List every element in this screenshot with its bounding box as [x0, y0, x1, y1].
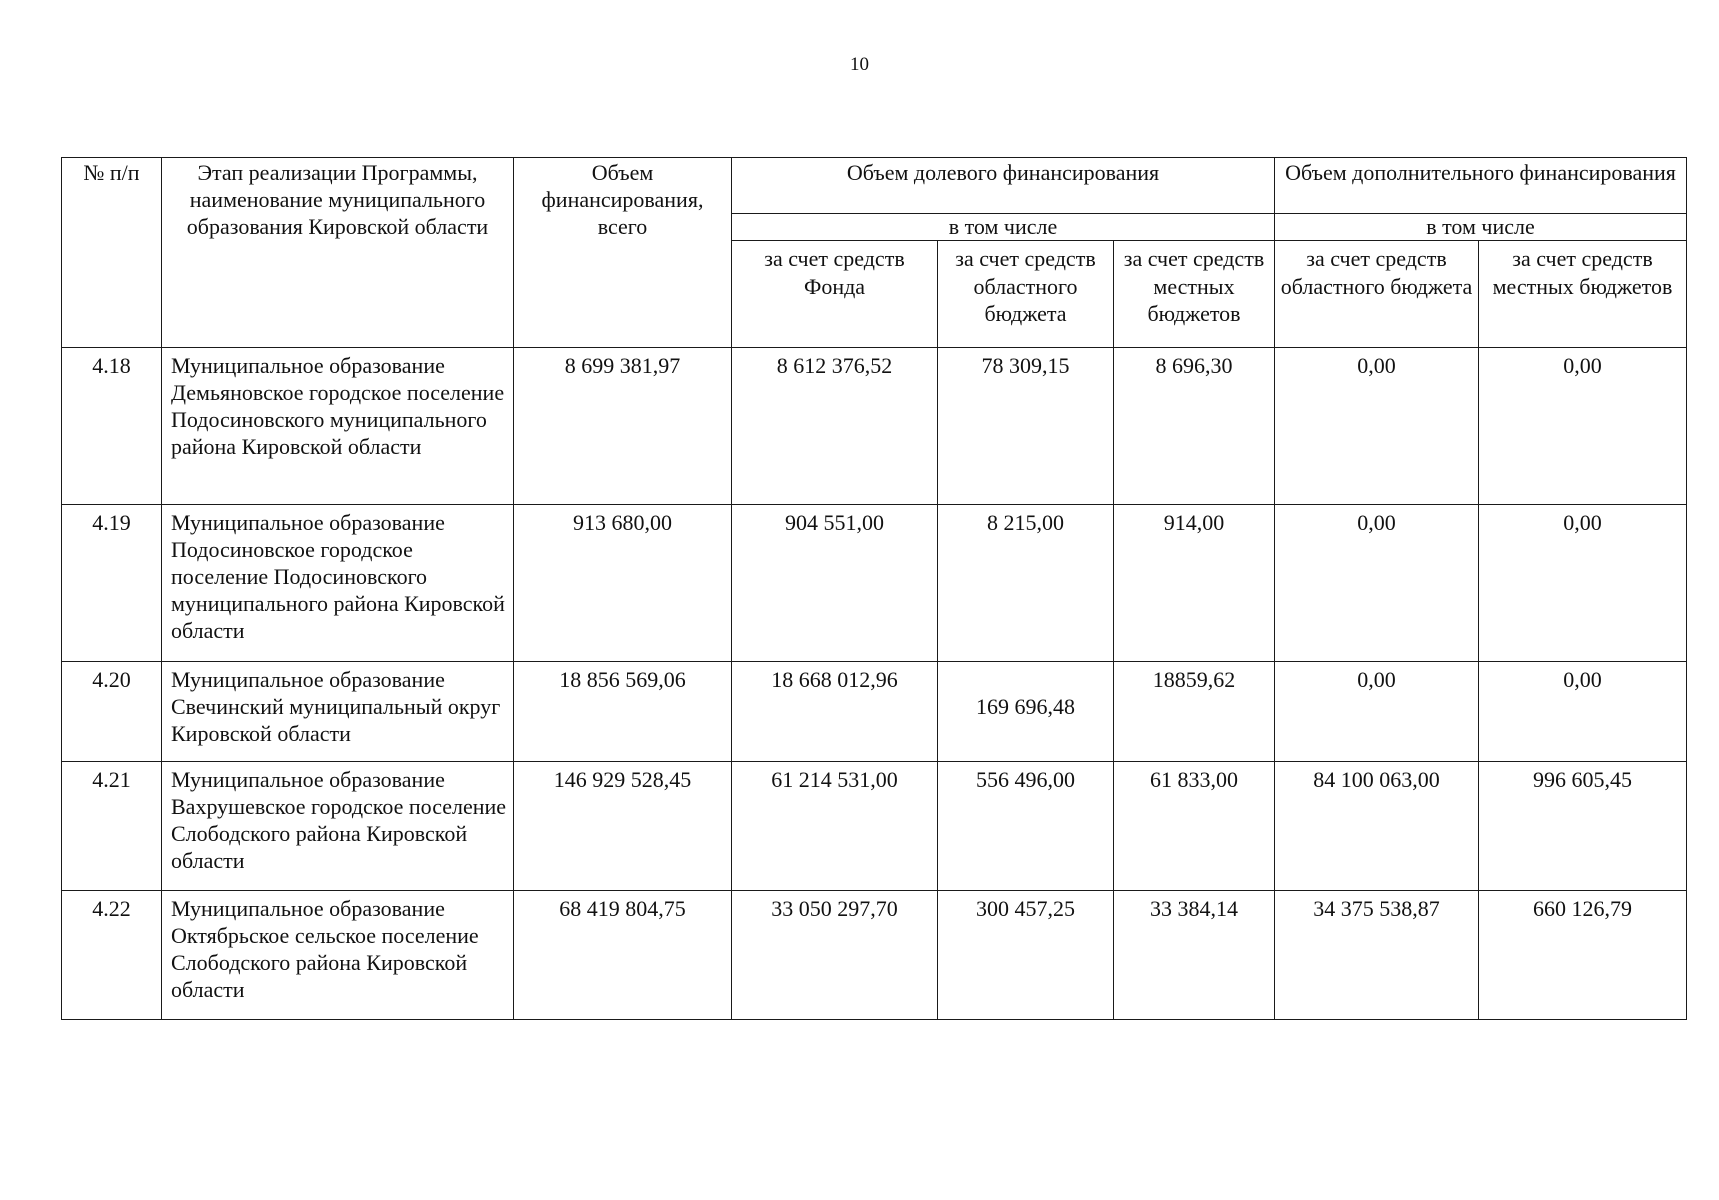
total-amount: 8 699 381,97 [514, 348, 732, 505]
regional-amount: 169 696,48 [976, 694, 1075, 719]
table-row [62, 662, 1687, 762]
additional-local-amount: 0,00 [1479, 662, 1687, 762]
additional-regional-amount: 84 100 063,00 [1275, 762, 1479, 891]
table-row [62, 891, 1687, 1020]
regional-amount-cell [938, 662, 1114, 762]
page-number: 10 [850, 54, 869, 75]
additional-regional-amount: 0,00 [1275, 662, 1479, 762]
municipality-name: Муниципальное образование Свечинский муниципальный округ Кировской области [162, 662, 514, 762]
header-fund: за счет средств Фонда [732, 241, 938, 348]
regional-amount: 8 215,00 [938, 505, 1114, 662]
municipality-name: Муниципальное образование Демьяновское городское поселение Подосиновского муниципального района Кировской области [162, 348, 514, 505]
row-number: 4.20 [62, 662, 162, 762]
regional-amount: 78 309,15 [938, 348, 1114, 505]
header-additional-local: за счет средств местных бюджетов [1479, 241, 1687, 348]
additional-local-amount: 996 605,45 [1479, 762, 1687, 891]
header-including-shared: в том числе [732, 214, 1275, 241]
row-number: 4.19 [62, 505, 162, 662]
total-amount: 146 929 528,45 [514, 762, 732, 891]
total-amount: 68 419 804,75 [514, 891, 732, 1020]
additional-local-amount: 0,00 [1479, 348, 1687, 505]
additional-regional-amount: 34 375 538,87 [1275, 891, 1479, 1020]
table-row [62, 762, 1687, 891]
fund-amount: 8 612 376,52 [732, 348, 938, 505]
local-amount: 61 833,00 [1114, 762, 1275, 891]
table-row [62, 348, 1687, 505]
header-local: за счет средств местных бюджетов [1114, 241, 1275, 348]
fund-amount: 904 551,00 [732, 505, 938, 662]
total-amount: 18 856 569,06 [514, 662, 732, 762]
total-amount: 913 680,00 [514, 505, 732, 662]
local-amount: 18859,62 [1114, 662, 1275, 762]
local-amount: 914,00 [1114, 505, 1275, 662]
financing-table [61, 157, 1687, 1020]
header-stage: Этап реализации Программы, наименование муниципального образования Кировской области [162, 158, 514, 348]
table-row [62, 505, 1687, 662]
header-including-additional: в том числе [1275, 214, 1687, 241]
header-num: № п/п [62, 158, 162, 348]
row-number: 4.18 [62, 348, 162, 505]
additional-local-amount: 0,00 [1479, 505, 1687, 662]
additional-regional-amount: 0,00 [1275, 348, 1479, 505]
fund-amount: 33 050 297,70 [732, 891, 938, 1020]
fund-amount: 18 668 012,96 [732, 662, 938, 762]
regional-amount: 300 457,25 [938, 891, 1114, 1020]
fund-amount: 61 214 531,00 [732, 762, 938, 891]
header-additional-regional: за счет средств областного бюджета [1275, 241, 1479, 348]
header-additional-financing: Объем дополнительного финансирования [1275, 158, 1687, 214]
local-amount: 8 696,30 [1114, 348, 1275, 505]
header-row-1 [62, 158, 1687, 214]
municipality-name: Муниципальное образование Вахрушевское городское поселение Слободского района Кировской области [162, 762, 514, 891]
additional-local-amount: 660 126,79 [1479, 891, 1687, 1020]
municipality-name: Муниципальное образование Подосиновское городское поселение Подосиновского муниципального района Кировской области [162, 505, 514, 662]
local-amount: 33 384,14 [1114, 891, 1275, 1020]
row-number: 4.22 [62, 891, 162, 1020]
header-regional: за счет средств областного бюджета [938, 241, 1114, 348]
row-number: 4.21 [62, 762, 162, 891]
additional-regional-amount: 0,00 [1275, 505, 1479, 662]
municipality-name: Муниципальное образование Октябрьское сельское поселение Слободского района Кировской области [162, 891, 514, 1020]
header-shared-financing: Объем долевого финансирования [732, 158, 1275, 214]
regional-amount: 556 496,00 [938, 762, 1114, 891]
header-total: Объем финансирования, всего [514, 158, 732, 348]
